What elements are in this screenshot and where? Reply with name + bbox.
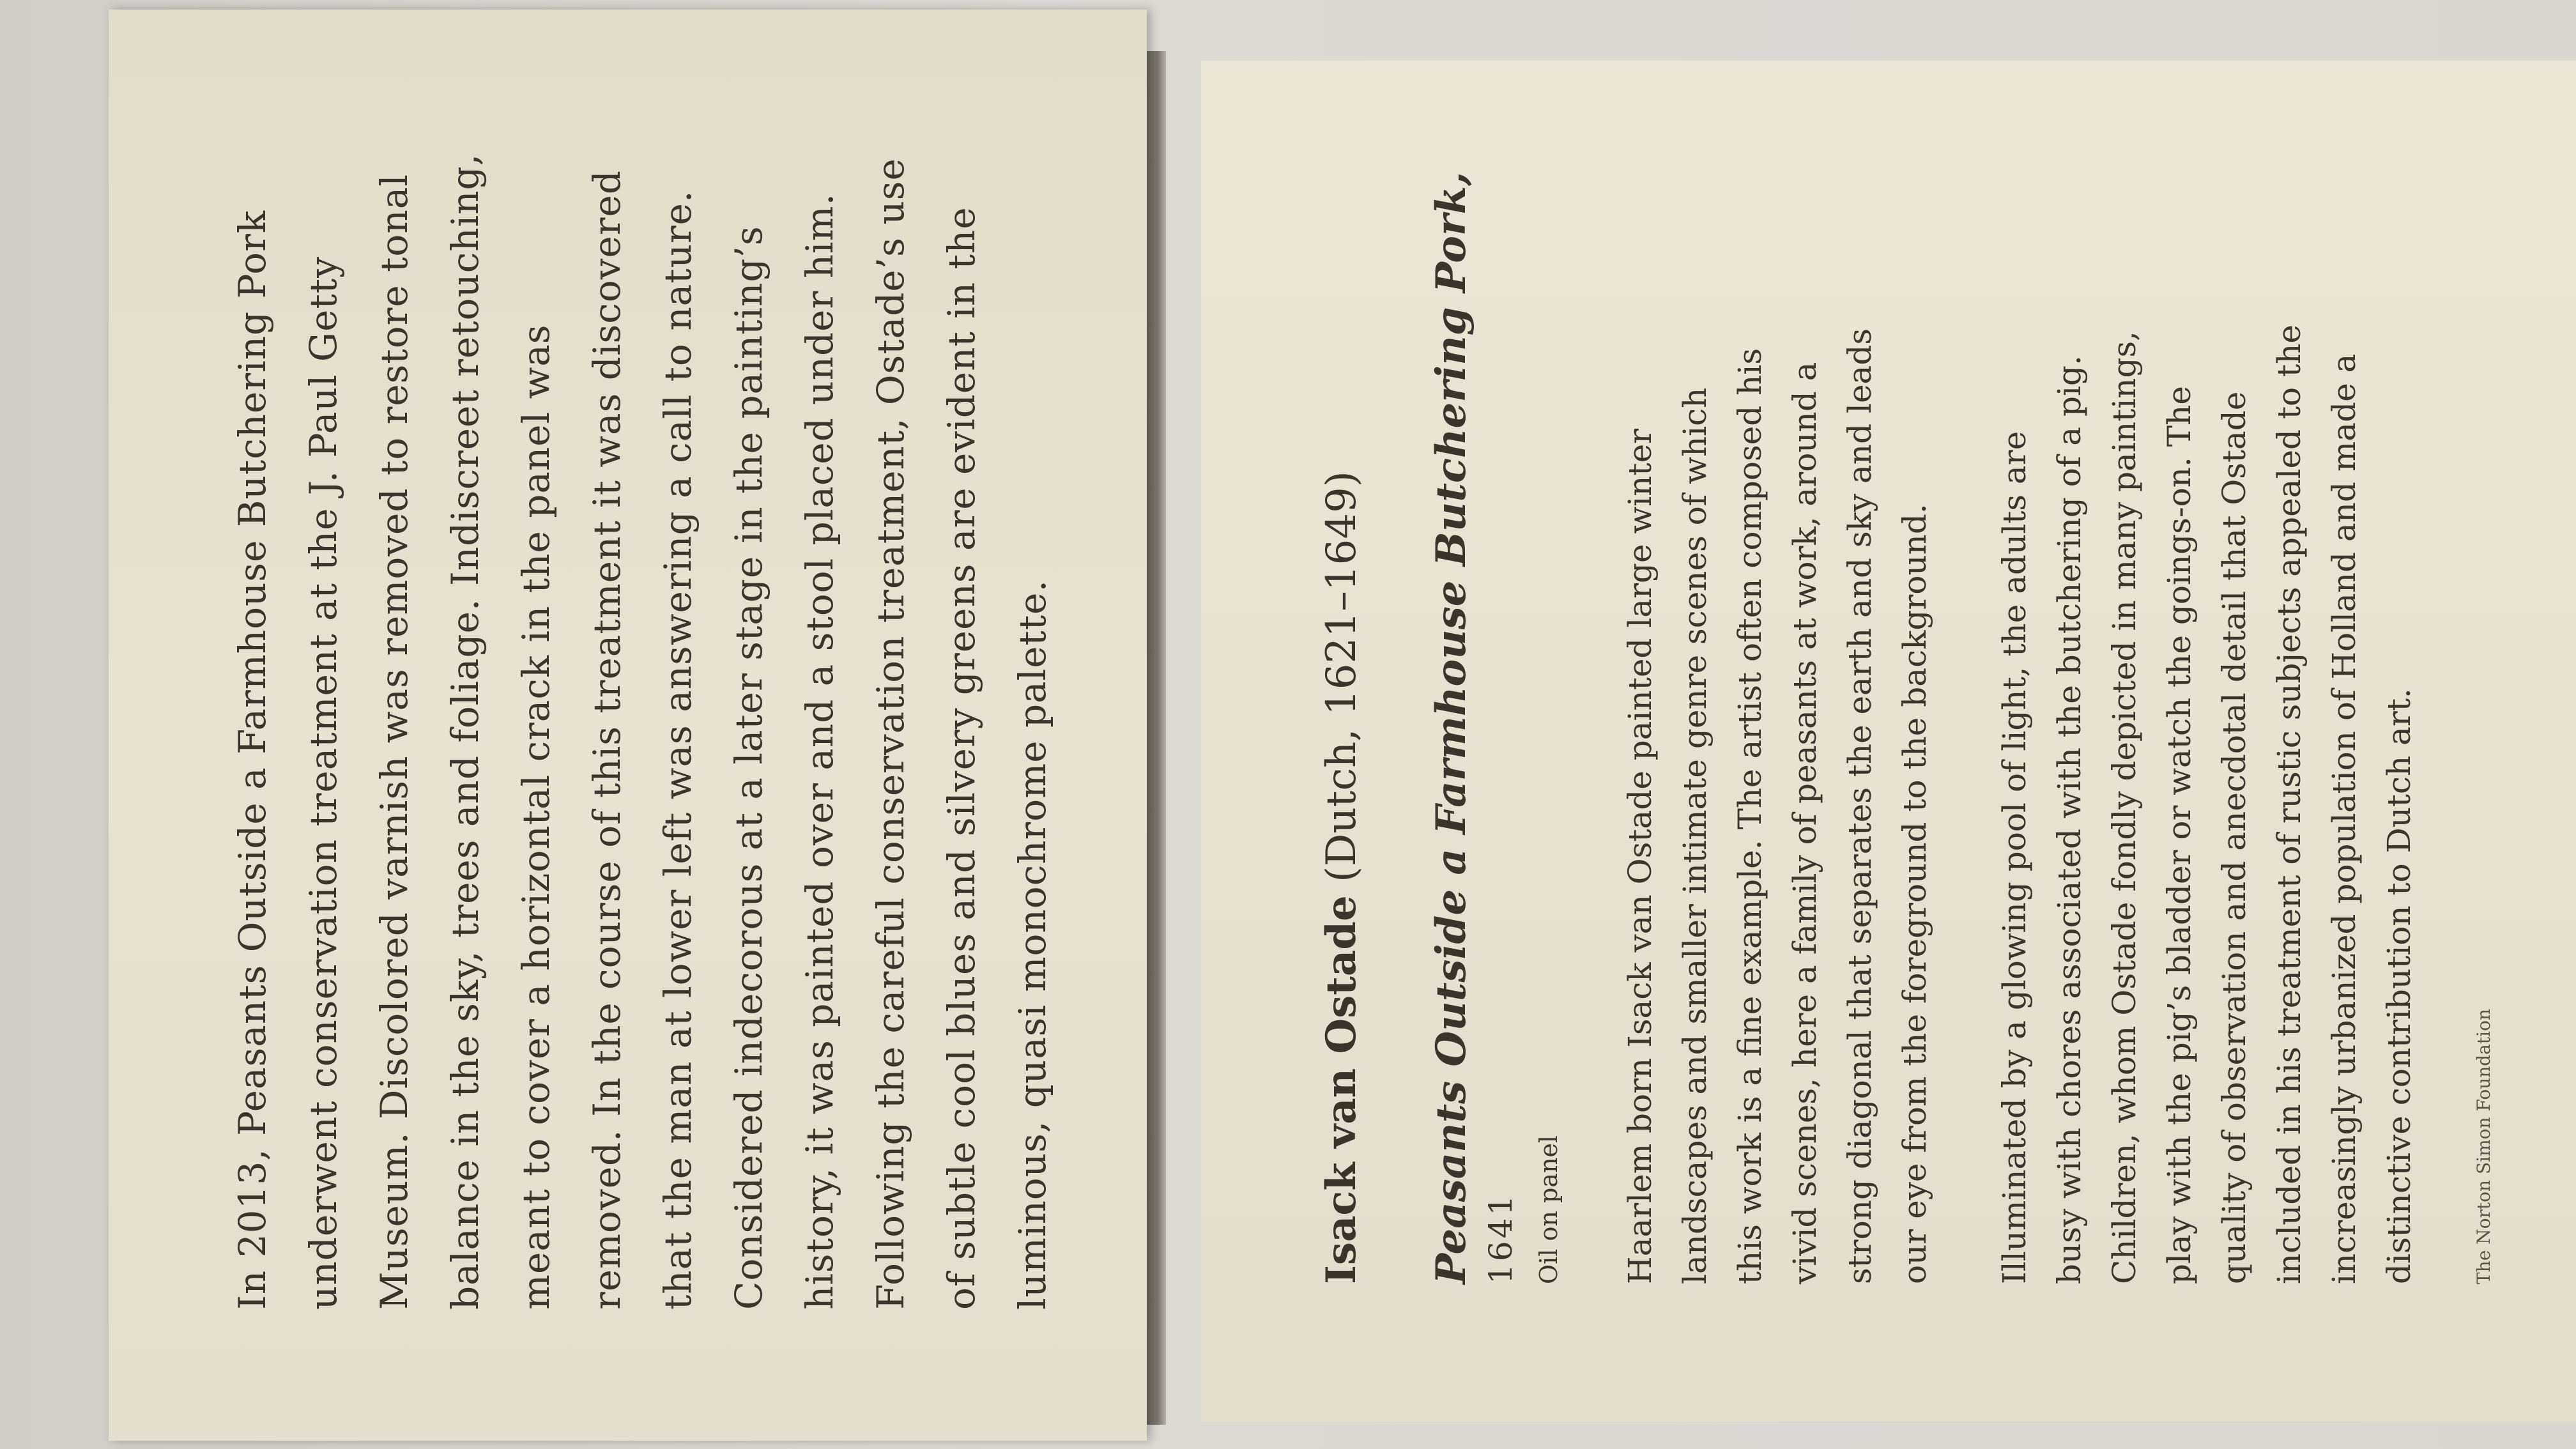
paragraph-line: landscapes and smaller intimate genre scenes of which bbox=[1676, 387, 1713, 1284]
description-paragraph-1 bbox=[1613, 70, 1942, 1284]
conservation-line: removed. In the course of this treatment it was discovered bbox=[585, 170, 629, 1310]
artwork-medium: Oil on panel bbox=[1535, 1135, 1563, 1284]
artwork-year: 1641 bbox=[1482, 1192, 1519, 1284]
paragraph-line: distinctive contribution to Dutch art. bbox=[2380, 688, 2418, 1284]
paragraph-line: Children, whom Ostade fondly depicted in many paintings, bbox=[2106, 330, 2143, 1284]
artist-line bbox=[1310, 70, 1374, 1284]
paragraph-line: Illuminated by a glowing pool of light, the adults are bbox=[1996, 431, 2033, 1284]
conservation-line: Following the careful conservation treatment, Ostade’s use bbox=[869, 158, 912, 1310]
paragraph-line: play with the pig’s bladder or watch the goings-on. The bbox=[2161, 386, 2198, 1284]
paragraph-line: strong diagonal that separates the earth and sky and leads bbox=[1841, 328, 1878, 1284]
conservation-line: In 2013, Peasants Outside a Farmhouse Butchering Pork bbox=[231, 210, 274, 1310]
conservation-line: Museum. Discolored varnish was removed to restore tonal bbox=[372, 174, 416, 1310]
conservation-line: history, it was painted over and a stool placed under him. bbox=[798, 193, 841, 1310]
paragraph-line: quality of observation and anecdotal detail that Ostade bbox=[2216, 391, 2253, 1284]
artist-name: Isack van Ostade bbox=[1317, 895, 1365, 1284]
conservation-line: of subtle cool blues and silvery greens are evident in the bbox=[940, 206, 983, 1310]
artist-details: (Dutch, 1621–1649) bbox=[1318, 471, 1365, 882]
label-text bbox=[1310, 70, 2497, 1284]
conservation-text bbox=[217, 64, 1068, 1310]
conservation-line: balance in the sky, trees and foliage. Indiscreet retouching, bbox=[443, 153, 487, 1310]
card-gap-shadow bbox=[1147, 51, 1166, 1425]
paragraph-line: our eye from the foreground to the background. bbox=[1896, 503, 1933, 1284]
paragraph-line: Haarlem born Isack van Ostade painted large winter bbox=[1621, 428, 1659, 1284]
conservation-line: that the man at lower left was answering a call to nature. bbox=[656, 190, 700, 1310]
paragraph-line: included in his treatment of rustic subjects appealed to the bbox=[2271, 325, 2308, 1284]
conservation-line: luminous, quasi monochrome palette. bbox=[1011, 579, 1054, 1310]
paragraph-line: busy with chores associated with the butchering of a pig. bbox=[2051, 355, 2088, 1284]
description-paragraph-2 bbox=[1987, 70, 2426, 1284]
artwork-title: Peasants Outside a Farmhouse Butchering Pork, bbox=[1427, 171, 1475, 1284]
paragraph-line: this work is a fine example. The artist often composed his bbox=[1731, 348, 1768, 1284]
paragraph-line: increasingly urbanized population of Holland and made a bbox=[2326, 353, 2363, 1284]
paragraph-line: vivid scenes, here a family of peasants at work, around a bbox=[1786, 362, 1823, 1284]
conservation-line: Considered indecorous at a later stage in the painting’s bbox=[727, 226, 770, 1310]
conservation-line: underwent conservation treatment at the J. Paul Getty bbox=[302, 256, 345, 1310]
credit-line: The Norton Simon Foundation bbox=[2473, 1009, 2494, 1284]
conservation-line: meant to cover a horizontal crack in the panel was bbox=[514, 324, 558, 1310]
